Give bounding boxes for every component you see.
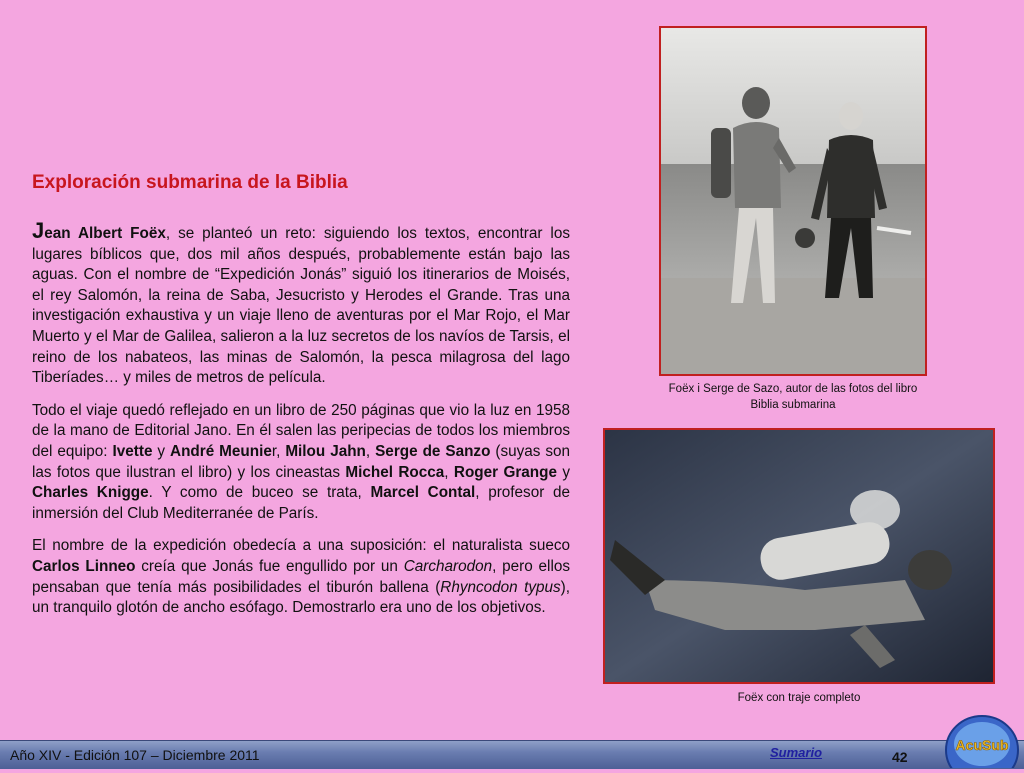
article-body xyxy=(32,218,571,631)
text-run: Roger Grange xyxy=(453,463,558,481)
text-run: , xyxy=(365,442,376,460)
text-run: Rhyncodon typus xyxy=(440,578,561,596)
text-run: Milou Jahn xyxy=(285,442,366,460)
text-run: , se planteó un reto: siguiendo los textos, encontrar los lugares bíblicos que, dos mil años después, probablemente están bajo las aguas. Con el nombre de “Expedición Jonás” siguió los itinerarios de Moisés, el rey Salomón, la reina de Saba, Jesucristo y Herodes el Grande. Tras una investigación exhaustiva y un viaje lleno de aventuras por el Mar Rojo, el Mar Muerto y el Mar de Galilea, salieron a la luz secretos de los navíos de Tarsis, el reino de los nabateos, las minas de Salomón, la pesca milagrosa del lago Tiberíades… y miles de metros de película. xyxy=(32,225,570,387)
text-run: y xyxy=(152,442,171,460)
text-run: . Y como de buceo se trata, xyxy=(148,484,371,502)
divers-beach-photo xyxy=(659,26,927,376)
text-run: Todo el viaje quedó reflejado en un libro de 250 páginas que vio la luz en 1958 de la mano de Editorial Jano. En él salen las peripecias de todos los miembros del equipo: xyxy=(32,401,570,460)
acusub-logo[interactable] xyxy=(942,710,1022,768)
text-run: ), un tranquilo glotón de ancho esófago. Demostrarlo era uno de los objetivos. xyxy=(32,578,570,617)
text-run: , pero ellos pensaban que tenía más posibilidades el tiburón ballena ( xyxy=(32,557,570,596)
edition-info: Año XIV - Edición 107 – Diciembre 2011 xyxy=(10,747,260,763)
text-run: , profesor de inmersión del Club Mediterranée de París. xyxy=(32,484,571,522)
diver-underwater-photo xyxy=(603,428,995,684)
text-run: Michel Rocca xyxy=(345,463,445,481)
sumario-link[interactable]: Sumario xyxy=(770,745,823,760)
logo-text: AcuSub xyxy=(955,737,1009,753)
text-run: Serge de Sanzo xyxy=(375,442,491,460)
text-run: y xyxy=(557,463,571,481)
photo-caption-2: Foëx con traje completo xyxy=(737,692,861,704)
page-number: 42 xyxy=(892,749,908,765)
drop-cap: J xyxy=(32,218,45,243)
text-run: André Meunie xyxy=(170,442,272,460)
text-run: Carcharodon xyxy=(403,557,493,575)
article-title: Exploración submarina de la Biblia xyxy=(32,172,348,193)
text-run: , xyxy=(444,463,454,481)
text-run: creía que Jonás fue engullido por un xyxy=(135,557,404,575)
text-run: El nombre de la expedición obedecía a una suposición: el naturalista sueco xyxy=(32,537,570,555)
text-run: Carlos Linneo xyxy=(32,557,136,575)
text-run: Marcel Contal xyxy=(370,484,476,502)
divers-beach-illustration xyxy=(661,28,925,374)
diver-underwater-illustration xyxy=(605,430,993,682)
text-run: Charles Knigge xyxy=(32,484,149,502)
text-run: ean Albert Foëx xyxy=(44,225,166,242)
text-run: (suyas son las fotos que ilustran el libro) y los cineastas xyxy=(32,442,571,481)
text-run: r, xyxy=(271,442,286,460)
paragraph-3 xyxy=(32,536,570,618)
text-run: Ivette xyxy=(112,442,153,460)
paragraph-2 xyxy=(32,401,570,525)
paragraph-1 xyxy=(32,218,570,389)
photo-caption-1: Foëx i Serge de Sazo, autor de las fotos del libro Biblia submarina xyxy=(668,383,918,411)
acusub-logo-icon xyxy=(942,710,1022,768)
